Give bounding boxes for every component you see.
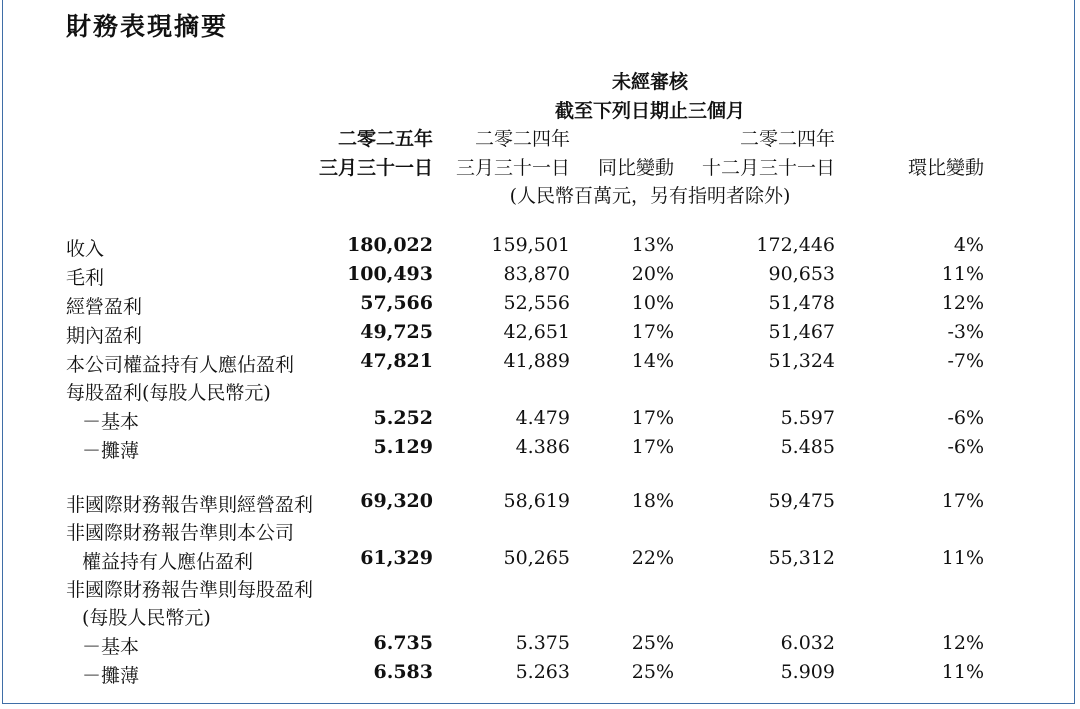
row-value-col5: 12%: [941, 632, 984, 654]
row-label: 非國際財務報告準則本公司: [66, 522, 295, 544]
row-value-col2: 159,501: [491, 234, 570, 256]
row-value-col5: 4%: [953, 234, 984, 256]
row-label: 每股盈利(每股人民幣元): [66, 382, 271, 404]
row-value-col5: -6%: [947, 407, 984, 429]
header-unit-note: (人民幣百萬元，另有指明者除外): [509, 185, 791, 207]
row-value-col3: 22%: [631, 547, 674, 569]
row-value-col4: 90,653: [768, 263, 835, 285]
row-value-col3: 25%: [631, 632, 674, 654]
row-value-col1: 5.252: [373, 407, 433, 429]
row-value-col3: 25%: [631, 661, 674, 683]
row-value-col5: 17%: [941, 490, 984, 512]
row-value-col1: 49,725: [360, 321, 433, 343]
row-value-col5: 11%: [941, 661, 984, 683]
row-label: 非國際財務報告準則經營盈利: [66, 494, 314, 516]
row-label: 非國際財務報告準則每股盈利: [66, 579, 314, 601]
header-col4-line1: 二零二四年: [739, 128, 835, 150]
row-value-col2: 4.386: [515, 436, 570, 458]
row-value-col3: 18%: [631, 490, 674, 512]
row-value-col5: 11%: [941, 263, 984, 285]
row-value-col2: 52,556: [503, 292, 570, 314]
header-col4-line2: 十二月三十一日: [701, 157, 835, 179]
row-value-col2: 83,870: [503, 263, 570, 285]
row-value-col3: 13%: [631, 234, 674, 256]
row-value-col3: 20%: [631, 263, 674, 285]
row-value-col5: -6%: [947, 436, 984, 458]
row-label: 經營盈利: [66, 296, 143, 318]
row-value-col5: -3%: [947, 321, 984, 343]
row-label: －基本: [82, 636, 140, 658]
row-value-col4: 6.032: [780, 632, 835, 654]
row-value-col1: 57,566: [360, 292, 433, 314]
row-value-col3: 17%: [631, 407, 674, 429]
row-value-col1: 180,022: [347, 234, 433, 256]
header-col2-line1: 二零二四年: [474, 128, 570, 150]
row-value-col2: 58,619: [503, 490, 570, 512]
row-value-col4: 5.485: [780, 436, 835, 458]
row-label: (每股人民幣元): [82, 607, 211, 629]
row-value-col4: 59,475: [768, 490, 835, 512]
row-value-col1: 69,320: [360, 490, 433, 512]
row-value-col4: 51,467: [768, 321, 835, 343]
row-value-col4: 51,478: [768, 292, 835, 314]
row-label: 毛利: [66, 267, 105, 289]
row-value-col1: 100,493: [347, 263, 433, 285]
row-value-col1: 6.735: [373, 632, 433, 654]
row-value-col2: 5.263: [515, 661, 570, 683]
row-value-col2: 50,265: [503, 547, 570, 569]
row-value-col4: 172,446: [756, 234, 835, 256]
row-value-col1: 61,329: [360, 547, 433, 569]
row-label: 本公司權益持有人應佔盈利: [66, 354, 295, 376]
row-label: 收入: [66, 238, 105, 260]
row-value-col1: 5.129: [373, 436, 433, 458]
header-period: 截至下列日期止三個月: [554, 100, 745, 122]
header-col2-line2: 三月三十一日: [455, 157, 570, 179]
row-value-col5: 11%: [941, 547, 984, 569]
row-value-col3: 17%: [631, 436, 674, 458]
header-col3: 同比變動: [597, 157, 674, 179]
row-value-col3: 10%: [631, 292, 674, 314]
row-value-col1: 6.583: [373, 661, 433, 683]
row-value-col5: -7%: [947, 350, 984, 372]
row-label: 權益持有人應佔盈利: [82, 551, 254, 573]
row-value-col4: 5.909: [780, 661, 835, 683]
row-value-col3: 17%: [631, 321, 674, 343]
row-label: －基本: [82, 411, 140, 433]
header-col1-line1: 二零二五年: [337, 128, 433, 150]
row-value-col5: 12%: [941, 292, 984, 314]
row-label: －攤薄: [82, 440, 140, 462]
row-value-col2: 4.479: [515, 407, 570, 429]
row-value-col2: 42,651: [503, 321, 570, 343]
row-value-col4: 51,324: [768, 350, 835, 372]
row-value-col2: 5.375: [515, 632, 570, 654]
row-value-col1: 47,821: [360, 350, 433, 372]
row-value-col4: 55,312: [768, 547, 835, 569]
page-title: 財務表現摘要: [66, 12, 229, 41]
row-value-col3: 14%: [631, 350, 674, 372]
header-unaudited: 未經審核: [611, 71, 688, 93]
row-label: 期內盈利: [66, 325, 143, 347]
row-value-col4: 5.597: [780, 407, 835, 429]
header-col1-line2: 三月三十一日: [318, 157, 433, 179]
row-label: －攤薄: [82, 665, 140, 687]
row-value-col2: 41,889: [503, 350, 570, 372]
header-col5: 環比變動: [907, 157, 984, 179]
